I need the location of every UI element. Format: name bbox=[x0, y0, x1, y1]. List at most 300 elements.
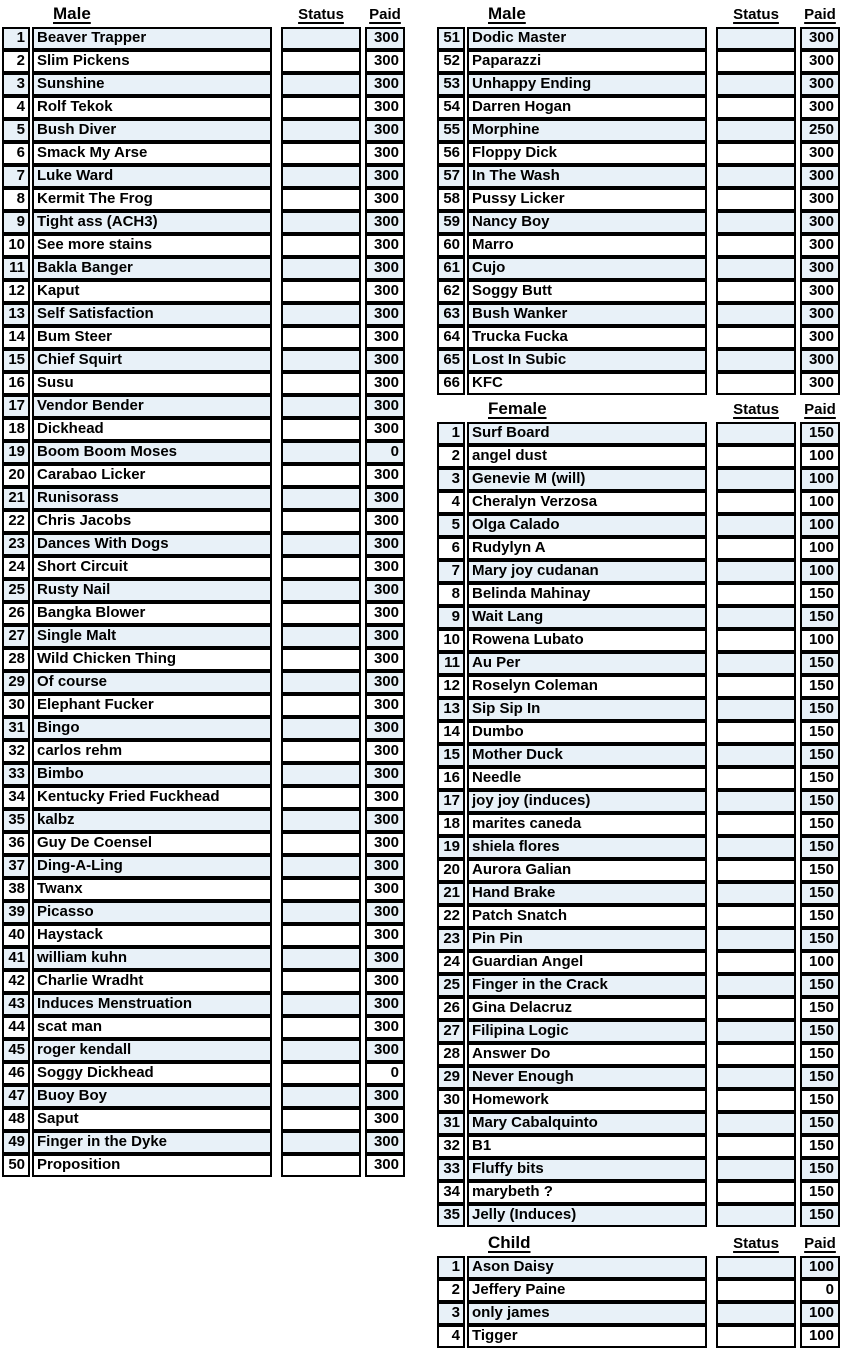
status-cell[interactable] bbox=[716, 1066, 796, 1089]
status-cell[interactable] bbox=[716, 1112, 796, 1135]
row-number-cell[interactable]: 64 bbox=[437, 326, 465, 349]
paid-cell[interactable]: 300 bbox=[365, 763, 405, 786]
paid-cell[interactable]: 300 bbox=[365, 303, 405, 326]
row-number-cell[interactable]: 25 bbox=[437, 974, 465, 997]
name-cell[interactable]: In The Wash bbox=[467, 165, 707, 188]
status-cell[interactable] bbox=[716, 1256, 796, 1279]
name-cell[interactable]: Jeffery Paine bbox=[467, 1279, 707, 1302]
row-number-cell[interactable]: 21 bbox=[2, 487, 30, 510]
paid-cell[interactable]: 150 bbox=[800, 836, 840, 859]
row-number-cell[interactable]: 24 bbox=[2, 556, 30, 579]
row-number-cell[interactable]: 28 bbox=[2, 648, 30, 671]
row-number-cell[interactable]: 23 bbox=[2, 533, 30, 556]
row-number-cell[interactable]: 46 bbox=[2, 1062, 30, 1085]
paid-cell[interactable]: 150 bbox=[800, 1066, 840, 1089]
name-cell[interactable]: KFC bbox=[467, 372, 707, 395]
name-cell[interactable]: Jelly (Induces) bbox=[467, 1204, 707, 1227]
status-cell[interactable] bbox=[716, 303, 796, 326]
row-number-cell[interactable]: 1 bbox=[437, 422, 465, 445]
row-number-cell[interactable]: 5 bbox=[2, 119, 30, 142]
name-cell[interactable]: Finger in the Crack bbox=[467, 974, 707, 997]
paid-cell[interactable]: 300 bbox=[365, 280, 405, 303]
paid-cell[interactable]: 150 bbox=[800, 859, 840, 882]
status-cell[interactable] bbox=[281, 73, 361, 96]
paid-cell[interactable]: 300 bbox=[365, 50, 405, 73]
row-number-cell[interactable]: 12 bbox=[2, 280, 30, 303]
status-cell[interactable] bbox=[281, 993, 361, 1016]
name-cell[interactable]: Genevie M (will) bbox=[467, 468, 707, 491]
status-cell[interactable] bbox=[281, 832, 361, 855]
row-number-cell[interactable]: 3 bbox=[437, 468, 465, 491]
row-number-cell[interactable]: 3 bbox=[2, 73, 30, 96]
row-number-cell[interactable]: 65 bbox=[437, 349, 465, 372]
paid-cell[interactable]: 300 bbox=[800, 96, 840, 119]
paid-cell[interactable]: 300 bbox=[365, 579, 405, 602]
paid-cell[interactable]: 300 bbox=[365, 625, 405, 648]
status-cell[interactable] bbox=[716, 537, 796, 560]
status-cell[interactable] bbox=[716, 859, 796, 882]
paid-cell[interactable]: 300 bbox=[800, 27, 840, 50]
row-number-cell[interactable]: 33 bbox=[437, 1158, 465, 1181]
status-cell[interactable] bbox=[716, 1181, 796, 1204]
row-number-cell[interactable]: 22 bbox=[2, 510, 30, 533]
name-cell[interactable]: Sip Sip In bbox=[467, 698, 707, 721]
status-cell[interactable] bbox=[281, 901, 361, 924]
row-number-cell[interactable]: 27 bbox=[437, 1020, 465, 1043]
status-cell[interactable] bbox=[281, 924, 361, 947]
status-cell[interactable] bbox=[716, 1325, 796, 1348]
paid-cell[interactable]: 300 bbox=[365, 533, 405, 556]
paid-cell[interactable]: 150 bbox=[800, 1089, 840, 1112]
paid-cell[interactable]: 150 bbox=[800, 974, 840, 997]
row-number-cell[interactable]: 25 bbox=[2, 579, 30, 602]
name-cell[interactable]: Guy De Coensel bbox=[32, 832, 272, 855]
paid-cell[interactable]: 300 bbox=[800, 257, 840, 280]
row-number-cell[interactable]: 52 bbox=[437, 50, 465, 73]
row-number-cell[interactable]: 9 bbox=[2, 211, 30, 234]
paid-cell[interactable]: 300 bbox=[365, 993, 405, 1016]
name-cell[interactable]: Fluffy bits bbox=[467, 1158, 707, 1181]
status-cell[interactable] bbox=[716, 997, 796, 1020]
status-cell[interactable] bbox=[716, 211, 796, 234]
status-cell[interactable] bbox=[716, 629, 796, 652]
row-number-cell[interactable]: 41 bbox=[2, 947, 30, 970]
paid-cell[interactable]: 300 bbox=[365, 372, 405, 395]
status-cell[interactable] bbox=[281, 326, 361, 349]
row-number-cell[interactable]: 66 bbox=[437, 372, 465, 395]
name-cell[interactable]: Mary Cabalquinto bbox=[467, 1112, 707, 1135]
name-cell[interactable]: Unhappy Ending bbox=[467, 73, 707, 96]
status-cell[interactable] bbox=[716, 280, 796, 303]
name-cell[interactable]: Belinda Mahinay bbox=[467, 583, 707, 606]
name-cell[interactable]: Kaput bbox=[32, 280, 272, 303]
row-number-cell[interactable]: 30 bbox=[437, 1089, 465, 1112]
status-cell[interactable] bbox=[716, 422, 796, 445]
row-number-cell[interactable]: 37 bbox=[2, 855, 30, 878]
row-number-cell[interactable]: 40 bbox=[2, 924, 30, 947]
paid-cell[interactable]: 300 bbox=[365, 1085, 405, 1108]
status-cell[interactable] bbox=[716, 468, 796, 491]
name-cell[interactable]: Self Satisfaction bbox=[32, 303, 272, 326]
name-cell[interactable]: Bangka Blower bbox=[32, 602, 272, 625]
paid-cell[interactable]: 300 bbox=[365, 487, 405, 510]
paid-cell[interactable]: 150 bbox=[800, 1043, 840, 1066]
name-cell[interactable]: Finger in the Dyke bbox=[32, 1131, 272, 1154]
status-cell[interactable] bbox=[281, 1039, 361, 1062]
name-cell[interactable]: Surf Board bbox=[467, 422, 707, 445]
status-cell[interactable] bbox=[716, 1204, 796, 1227]
paid-cell[interactable]: 300 bbox=[365, 395, 405, 418]
name-cell[interactable]: Morphine bbox=[467, 119, 707, 142]
status-cell[interactable] bbox=[716, 744, 796, 767]
name-cell[interactable]: Lost In Subic bbox=[467, 349, 707, 372]
row-number-cell[interactable]: 43 bbox=[2, 993, 30, 1016]
status-cell[interactable] bbox=[716, 951, 796, 974]
status-cell[interactable] bbox=[281, 303, 361, 326]
name-cell[interactable]: Rusty Nail bbox=[32, 579, 272, 602]
status-cell[interactable] bbox=[716, 514, 796, 537]
paid-cell[interactable]: 100 bbox=[800, 514, 840, 537]
status-cell[interactable] bbox=[716, 1089, 796, 1112]
row-number-cell[interactable]: 1 bbox=[2, 27, 30, 50]
status-cell[interactable] bbox=[716, 1020, 796, 1043]
paid-cell[interactable]: 300 bbox=[800, 303, 840, 326]
name-cell[interactable]: Chris Jacobs bbox=[32, 510, 272, 533]
row-number-cell[interactable]: 7 bbox=[2, 165, 30, 188]
status-cell[interactable] bbox=[281, 740, 361, 763]
row-number-cell[interactable]: 61 bbox=[437, 257, 465, 280]
paid-cell[interactable]: 300 bbox=[365, 1016, 405, 1039]
name-cell[interactable]: Bush Wanker bbox=[467, 303, 707, 326]
paid-cell[interactable]: 300 bbox=[365, 694, 405, 717]
name-cell[interactable]: Pussy Licker bbox=[467, 188, 707, 211]
name-cell[interactable]: Of course bbox=[32, 671, 272, 694]
status-cell[interactable] bbox=[281, 947, 361, 970]
name-cell[interactable]: Patch Snatch bbox=[467, 905, 707, 928]
paid-cell[interactable]: 0 bbox=[365, 1062, 405, 1085]
name-cell[interactable]: Runisorass bbox=[32, 487, 272, 510]
status-cell[interactable] bbox=[281, 648, 361, 671]
paid-cell[interactable]: 300 bbox=[365, 349, 405, 372]
name-cell[interactable]: Kentucky Fried Fuckhead bbox=[32, 786, 272, 809]
name-cell[interactable]: marites caneda bbox=[467, 813, 707, 836]
row-number-cell[interactable]: 54 bbox=[437, 96, 465, 119]
status-cell[interactable] bbox=[716, 905, 796, 928]
row-number-cell[interactable]: 33 bbox=[2, 763, 30, 786]
status-cell[interactable] bbox=[716, 96, 796, 119]
name-cell[interactable]: marybeth ? bbox=[467, 1181, 707, 1204]
paid-cell[interactable]: 150 bbox=[800, 652, 840, 675]
status-cell[interactable] bbox=[281, 855, 361, 878]
name-cell[interactable]: Carabao Licker bbox=[32, 464, 272, 487]
name-cell[interactable]: william kuhn bbox=[32, 947, 272, 970]
paid-cell[interactable]: 150 bbox=[800, 583, 840, 606]
paid-cell[interactable]: 300 bbox=[365, 947, 405, 970]
name-cell[interactable]: Boom Boom Moses bbox=[32, 441, 272, 464]
name-cell[interactable]: Tigger bbox=[467, 1325, 707, 1348]
name-cell[interactable]: Beaver Trapper bbox=[32, 27, 272, 50]
status-cell[interactable] bbox=[281, 234, 361, 257]
status-cell[interactable] bbox=[716, 652, 796, 675]
row-number-cell[interactable]: 12 bbox=[437, 675, 465, 698]
paid-cell[interactable]: 0 bbox=[365, 441, 405, 464]
paid-cell[interactable]: 150 bbox=[800, 1020, 840, 1043]
row-number-cell[interactable]: 49 bbox=[2, 1131, 30, 1154]
name-cell[interactable]: Wait Lang bbox=[467, 606, 707, 629]
name-cell[interactable]: carlos rehm bbox=[32, 740, 272, 763]
status-cell[interactable] bbox=[281, 464, 361, 487]
name-cell[interactable]: Bimbo bbox=[32, 763, 272, 786]
name-cell[interactable]: Saput bbox=[32, 1108, 272, 1131]
paid-cell[interactable]: 150 bbox=[800, 1181, 840, 1204]
row-number-cell[interactable]: 34 bbox=[437, 1181, 465, 1204]
status-cell[interactable] bbox=[716, 721, 796, 744]
status-cell[interactable] bbox=[281, 671, 361, 694]
status-cell[interactable] bbox=[281, 188, 361, 211]
paid-cell[interactable]: 300 bbox=[365, 671, 405, 694]
name-cell[interactable]: Twanx bbox=[32, 878, 272, 901]
name-cell[interactable]: Filipina Logic bbox=[467, 1020, 707, 1043]
row-number-cell[interactable]: 29 bbox=[437, 1066, 465, 1089]
status-cell[interactable] bbox=[281, 418, 361, 441]
row-number-cell[interactable]: 8 bbox=[437, 583, 465, 606]
name-cell[interactable]: Ding-A-Ling bbox=[32, 855, 272, 878]
row-number-cell[interactable]: 9 bbox=[437, 606, 465, 629]
name-cell[interactable]: Picasso bbox=[32, 901, 272, 924]
row-number-cell[interactable]: 26 bbox=[437, 997, 465, 1020]
row-number-cell[interactable]: 18 bbox=[2, 418, 30, 441]
row-number-cell[interactable]: 8 bbox=[2, 188, 30, 211]
name-cell[interactable]: shiela flores bbox=[467, 836, 707, 859]
name-cell[interactable]: Gina Delacruz bbox=[467, 997, 707, 1020]
status-cell[interactable] bbox=[281, 211, 361, 234]
row-number-cell[interactable]: 31 bbox=[2, 717, 30, 740]
status-cell[interactable] bbox=[716, 882, 796, 905]
name-cell[interactable]: joy joy (induces) bbox=[467, 790, 707, 813]
status-cell[interactable] bbox=[716, 445, 796, 468]
paid-cell[interactable]: 300 bbox=[800, 280, 840, 303]
row-number-cell[interactable]: 59 bbox=[437, 211, 465, 234]
paid-cell[interactable]: 300 bbox=[365, 832, 405, 855]
paid-cell[interactable]: 300 bbox=[365, 27, 405, 50]
paid-cell[interactable]: 100 bbox=[800, 445, 840, 468]
name-cell[interactable]: Charlie Wradht bbox=[32, 970, 272, 993]
paid-cell[interactable]: 300 bbox=[365, 970, 405, 993]
status-cell[interactable] bbox=[716, 1158, 796, 1181]
status-cell[interactable] bbox=[716, 813, 796, 836]
paid-cell[interactable]: 300 bbox=[365, 211, 405, 234]
name-cell[interactable]: Marro bbox=[467, 234, 707, 257]
name-cell[interactable]: Dances With Dogs bbox=[32, 533, 272, 556]
row-number-cell[interactable]: 10 bbox=[437, 629, 465, 652]
status-cell[interactable] bbox=[716, 27, 796, 50]
paid-cell[interactable]: 300 bbox=[365, 418, 405, 441]
status-cell[interactable] bbox=[281, 1131, 361, 1154]
status-cell[interactable] bbox=[281, 119, 361, 142]
status-cell[interactable] bbox=[281, 395, 361, 418]
paid-cell[interactable]: 100 bbox=[800, 468, 840, 491]
paid-cell[interactable]: 300 bbox=[365, 648, 405, 671]
paid-cell[interactable]: 150 bbox=[800, 1135, 840, 1158]
status-cell[interactable] bbox=[716, 73, 796, 96]
paid-cell[interactable]: 100 bbox=[800, 1256, 840, 1279]
status-cell[interactable] bbox=[281, 372, 361, 395]
name-cell[interactable]: Answer Do bbox=[467, 1043, 707, 1066]
paid-cell[interactable]: 150 bbox=[800, 698, 840, 721]
paid-cell[interactable]: 300 bbox=[365, 1154, 405, 1177]
paid-cell[interactable]: 150 bbox=[800, 882, 840, 905]
name-cell[interactable]: Short Circuit bbox=[32, 556, 272, 579]
name-cell[interactable]: Rudylyn A bbox=[467, 537, 707, 560]
name-cell[interactable]: kalbz bbox=[32, 809, 272, 832]
paid-cell[interactable]: 150 bbox=[800, 813, 840, 836]
status-cell[interactable] bbox=[281, 763, 361, 786]
paid-cell[interactable]: 100 bbox=[800, 491, 840, 514]
paid-cell[interactable]: 300 bbox=[800, 73, 840, 96]
paid-cell[interactable]: 300 bbox=[365, 165, 405, 188]
paid-cell[interactable]: 150 bbox=[800, 422, 840, 445]
name-cell[interactable]: Soggy Butt bbox=[467, 280, 707, 303]
row-number-cell[interactable]: 17 bbox=[2, 395, 30, 418]
name-cell[interactable]: Aurora Galian bbox=[467, 859, 707, 882]
row-number-cell[interactable]: 2 bbox=[2, 50, 30, 73]
row-number-cell[interactable]: 51 bbox=[437, 27, 465, 50]
status-cell[interactable] bbox=[281, 1085, 361, 1108]
paid-cell[interactable]: 0 bbox=[800, 1279, 840, 1302]
paid-cell[interactable]: 300 bbox=[365, 73, 405, 96]
status-cell[interactable] bbox=[716, 50, 796, 73]
paid-cell[interactable]: 100 bbox=[800, 537, 840, 560]
name-cell[interactable]: Bingo bbox=[32, 717, 272, 740]
name-cell[interactable]: Bush Diver bbox=[32, 119, 272, 142]
paid-cell[interactable]: 300 bbox=[800, 142, 840, 165]
status-cell[interactable] bbox=[281, 1062, 361, 1085]
name-cell[interactable]: Mother Duck bbox=[467, 744, 707, 767]
paid-cell[interactable]: 300 bbox=[365, 901, 405, 924]
name-cell[interactable]: Cheralyn Verzosa bbox=[467, 491, 707, 514]
paid-cell[interactable]: 300 bbox=[365, 257, 405, 280]
row-number-cell[interactable]: 6 bbox=[437, 537, 465, 560]
paid-cell[interactable]: 150 bbox=[800, 721, 840, 744]
row-number-cell[interactable]: 19 bbox=[2, 441, 30, 464]
row-number-cell[interactable]: 45 bbox=[2, 1039, 30, 1062]
status-cell[interactable] bbox=[281, 717, 361, 740]
name-cell[interactable]: Soggy Dickhead bbox=[32, 1062, 272, 1085]
name-cell[interactable]: Roselyn Coleman bbox=[467, 675, 707, 698]
row-number-cell[interactable]: 13 bbox=[437, 698, 465, 721]
status-cell[interactable] bbox=[716, 836, 796, 859]
name-cell[interactable]: Smack My Arse bbox=[32, 142, 272, 165]
name-cell[interactable]: Proposition bbox=[32, 1154, 272, 1177]
row-number-cell[interactable]: 62 bbox=[437, 280, 465, 303]
name-cell[interactable]: Dumbo bbox=[467, 721, 707, 744]
paid-cell[interactable]: 300 bbox=[800, 326, 840, 349]
name-cell[interactable]: Trucka Fucka bbox=[467, 326, 707, 349]
row-number-cell[interactable]: 19 bbox=[437, 836, 465, 859]
name-cell[interactable]: Guardian Angel bbox=[467, 951, 707, 974]
row-number-cell[interactable]: 20 bbox=[2, 464, 30, 487]
status-cell[interactable] bbox=[281, 533, 361, 556]
paid-cell[interactable]: 300 bbox=[365, 510, 405, 533]
paid-cell[interactable]: 300 bbox=[365, 855, 405, 878]
status-cell[interactable] bbox=[281, 970, 361, 993]
row-number-cell[interactable]: 48 bbox=[2, 1108, 30, 1131]
status-cell[interactable] bbox=[716, 560, 796, 583]
paid-cell[interactable]: 300 bbox=[365, 556, 405, 579]
row-number-cell[interactable]: 23 bbox=[437, 928, 465, 951]
name-cell[interactable]: Needle bbox=[467, 767, 707, 790]
status-cell[interactable] bbox=[281, 487, 361, 510]
row-number-cell[interactable]: 4 bbox=[437, 1325, 465, 1348]
paid-cell[interactable]: 150 bbox=[800, 997, 840, 1020]
paid-cell[interactable]: 300 bbox=[365, 1131, 405, 1154]
paid-cell[interactable]: 100 bbox=[800, 951, 840, 974]
row-number-cell[interactable]: 53 bbox=[437, 73, 465, 96]
row-number-cell[interactable]: 30 bbox=[2, 694, 30, 717]
status-cell[interactable] bbox=[281, 602, 361, 625]
paid-cell[interactable]: 300 bbox=[365, 786, 405, 809]
row-number-cell[interactable]: 13 bbox=[2, 303, 30, 326]
row-number-cell[interactable]: 15 bbox=[2, 349, 30, 372]
name-cell[interactable]: Single Malt bbox=[32, 625, 272, 648]
row-number-cell[interactable]: 35 bbox=[437, 1204, 465, 1227]
name-cell[interactable]: Pin Pin bbox=[467, 928, 707, 951]
row-number-cell[interactable]: 16 bbox=[2, 372, 30, 395]
row-number-cell[interactable]: 14 bbox=[2, 326, 30, 349]
paid-cell[interactable]: 300 bbox=[365, 119, 405, 142]
name-cell[interactable]: Elephant Fucker bbox=[32, 694, 272, 717]
status-cell[interactable] bbox=[281, 441, 361, 464]
row-number-cell[interactable]: 29 bbox=[2, 671, 30, 694]
name-cell[interactable]: Dickhead bbox=[32, 418, 272, 441]
row-number-cell[interactable]: 7 bbox=[437, 560, 465, 583]
row-number-cell[interactable]: 27 bbox=[2, 625, 30, 648]
status-cell[interactable] bbox=[716, 165, 796, 188]
status-cell[interactable] bbox=[716, 1043, 796, 1066]
row-number-cell[interactable]: 17 bbox=[437, 790, 465, 813]
row-number-cell[interactable]: 10 bbox=[2, 234, 30, 257]
paid-cell[interactable]: 150 bbox=[800, 675, 840, 698]
paid-cell[interactable]: 300 bbox=[365, 464, 405, 487]
row-number-cell[interactable]: 3 bbox=[437, 1302, 465, 1325]
name-cell[interactable]: Olga Calado bbox=[467, 514, 707, 537]
status-cell[interactable] bbox=[281, 556, 361, 579]
status-cell[interactable] bbox=[716, 928, 796, 951]
row-number-cell[interactable]: 55 bbox=[437, 119, 465, 142]
paid-cell[interactable]: 150 bbox=[800, 928, 840, 951]
row-number-cell[interactable]: 14 bbox=[437, 721, 465, 744]
row-number-cell[interactable]: 22 bbox=[437, 905, 465, 928]
paid-cell[interactable]: 300 bbox=[800, 234, 840, 257]
name-cell[interactable]: Buoy Boy bbox=[32, 1085, 272, 1108]
paid-cell[interactable]: 300 bbox=[365, 1039, 405, 1062]
paid-cell[interactable]: 300 bbox=[365, 96, 405, 119]
status-cell[interactable] bbox=[281, 878, 361, 901]
name-cell[interactable]: See more stains bbox=[32, 234, 272, 257]
row-number-cell[interactable]: 20 bbox=[437, 859, 465, 882]
paid-cell[interactable]: 100 bbox=[800, 560, 840, 583]
status-cell[interactable] bbox=[716, 767, 796, 790]
status-cell[interactable] bbox=[716, 491, 796, 514]
row-number-cell[interactable]: 38 bbox=[2, 878, 30, 901]
row-number-cell[interactable]: 4 bbox=[2, 96, 30, 119]
name-cell[interactable]: Bakla Banger bbox=[32, 257, 272, 280]
name-cell[interactable]: Nancy Boy bbox=[467, 211, 707, 234]
paid-cell[interactable]: 300 bbox=[800, 50, 840, 73]
row-number-cell[interactable]: 35 bbox=[2, 809, 30, 832]
paid-cell[interactable]: 300 bbox=[365, 234, 405, 257]
status-cell[interactable] bbox=[281, 1154, 361, 1177]
